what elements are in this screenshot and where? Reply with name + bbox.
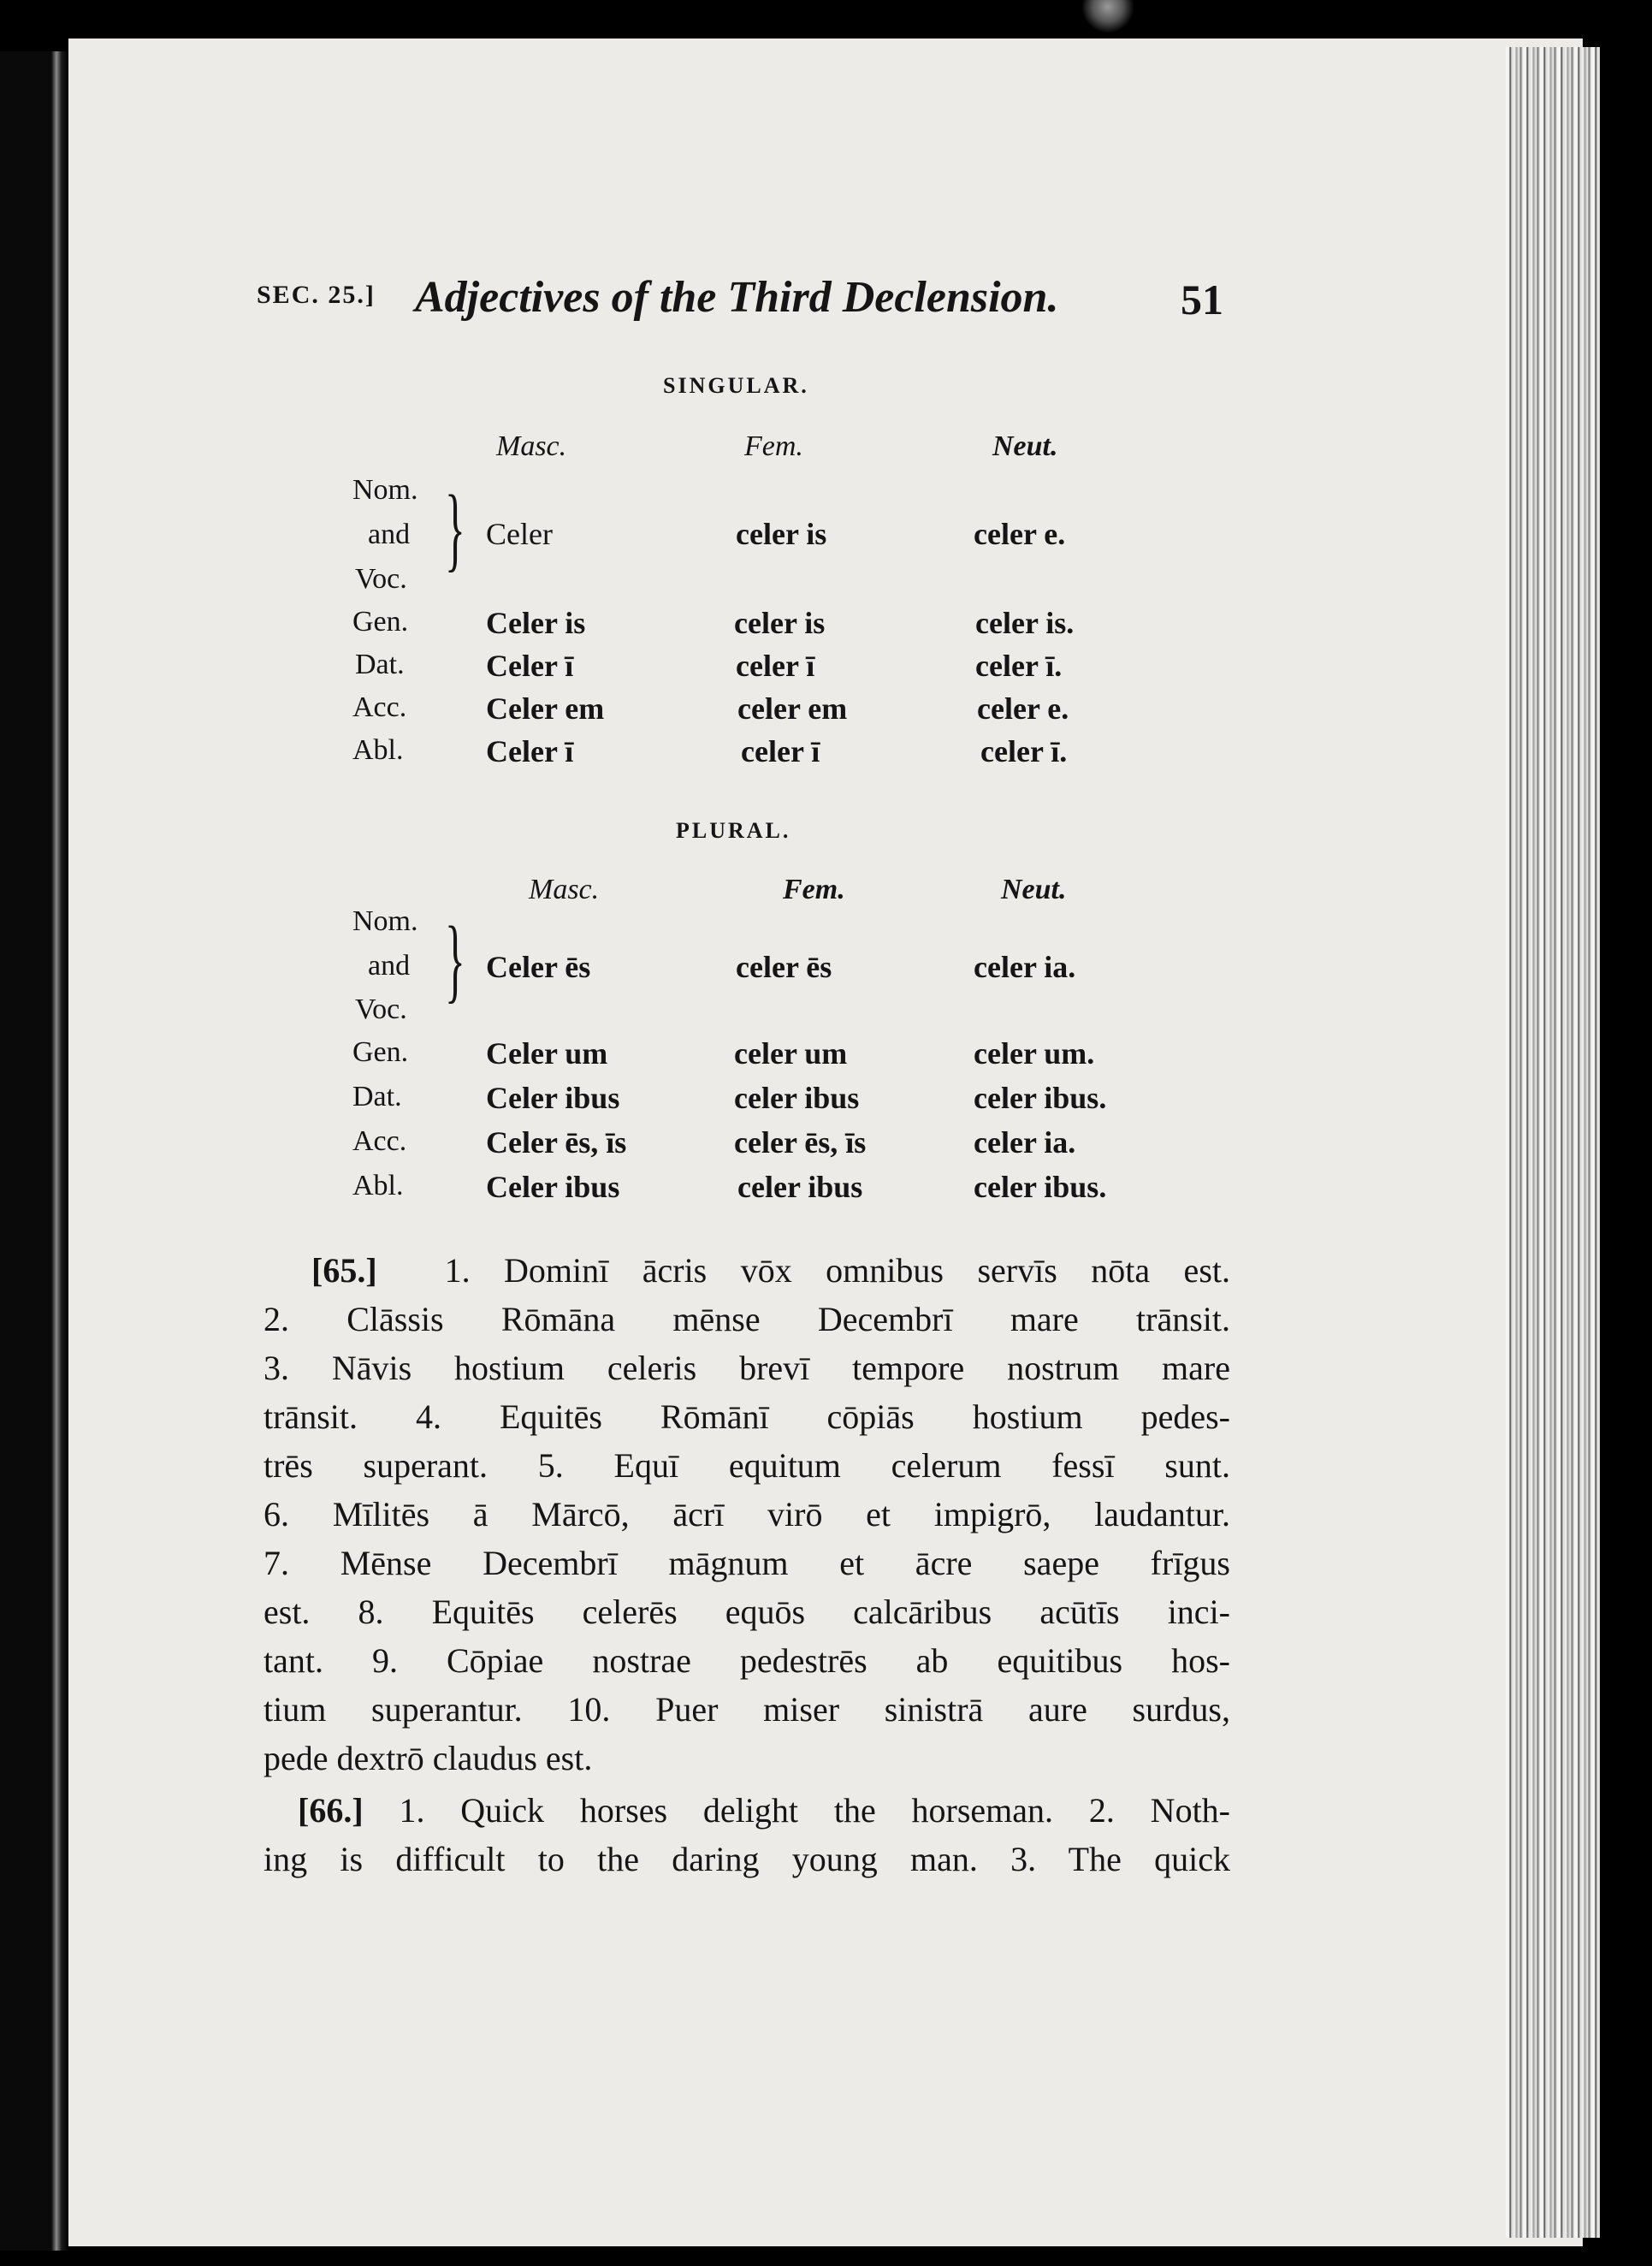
form-neut: celer e. [974, 517, 1066, 551]
case-label: Gen. [352, 1036, 409, 1068]
exercise-line: 3. Nāvis hostium celeris brevī tempore nostrum mare [263, 1349, 1230, 1387]
case-label: Abl. [352, 734, 404, 766]
form-fem: celer ī [736, 649, 815, 683]
case-label: Acc. [352, 691, 407, 723]
case-label: Dat. [352, 1081, 402, 1112]
form-masc: Celer um [486, 1036, 608, 1071]
exercise-number: [66.] [298, 1791, 364, 1830]
exercise-65 [263, 1246, 1230, 1783]
form-masc: Celer em [486, 691, 605, 726]
page-edge-stack [1506, 47, 1600, 2238]
case-label: and [368, 950, 411, 982]
exercise-line: tium superantur. 10. Puer miser sinistrā aure surdus, [263, 1690, 1230, 1729]
form-fem: celer em [737, 691, 848, 726]
form-fem: celer ibus [737, 1170, 863, 1204]
case-label: Voc. [355, 563, 407, 595]
form-fem: celer ibus [734, 1081, 860, 1115]
exercise-line: 2. Clāssis Rōmāna mēnse Decembrī mare trānsit. [263, 1300, 1230, 1338]
book-spine-shadow [0, 51, 68, 2251]
form-fem: celer ēs, īs [734, 1125, 867, 1160]
case-label: and [368, 519, 411, 550]
form-neut: celer e. [977, 691, 1069, 726]
exercise-number: [65.] [311, 1251, 377, 1290]
plural-heading: PLURAL. [676, 818, 791, 843]
page-number: 51 [1181, 276, 1223, 323]
singular-col-masc: Masc. [496, 430, 567, 462]
exercise-66 [263, 1786, 1230, 1883]
form-fem: celer is [736, 517, 827, 551]
case-label: Nom. [352, 905, 418, 937]
form-fem: celer um [734, 1036, 848, 1071]
plural-col-masc: Masc. [529, 874, 600, 905]
form-masc: Celer ī [486, 734, 574, 768]
form-masc: Celer ēs, īs [486, 1125, 627, 1160]
singular-col-neut: Neut. [992, 430, 1058, 462]
singular-heading: SINGULAR. [663, 373, 809, 398]
form-neut: celer ibus. [974, 1081, 1107, 1115]
form-masc: Celer [486, 517, 553, 551]
form-neut: celer ī. [980, 734, 1068, 768]
exercise-line: [65.] 1. Dominī ācris vōx omnibus servīs nōta est. [311, 1251, 1230, 1290]
exercise-line: tant. 9. Cōpiae nostrae pedestrēs ab equitibus hos- [263, 1641, 1230, 1680]
exercise-line: pede dextrō claudus est. [263, 1739, 593, 1777]
plural-col-fem: Fem. [783, 874, 845, 905]
form-masc: Celer ī [486, 649, 574, 683]
brace-glyph: } [445, 476, 465, 580]
singular-col-fem: Fem. [744, 430, 803, 462]
exercise-line: trānsit. 4. Equitēs Rōmānī cōpiās hostium pedes- [263, 1397, 1230, 1436]
form-fem: celer ēs [736, 950, 832, 984]
exercise-line: 6. Mīlitēs ā Mārcō, ācrī virō et impigrō, laudantur. [263, 1495, 1230, 1533]
page-title: Adjectives of the Third Declension. [415, 273, 1059, 322]
section-reference: SEC. 25.] [257, 281, 376, 309]
brace-glyph: } [445, 907, 465, 1011]
case-label: Gen. [352, 606, 409, 638]
form-neut: celer is. [975, 606, 1075, 640]
form-masc: Celer ibus [486, 1170, 620, 1204]
exercise-line: 7. Mēnse Decembrī māgnum et ācre saepe frīgus [263, 1544, 1230, 1582]
form-neut: celer ia. [974, 950, 1076, 984]
form-neut: celer ī. [975, 649, 1063, 683]
case-label: Acc. [352, 1125, 407, 1157]
form-neut: celer ibus. [974, 1170, 1107, 1204]
exercise-line: [66.] 1. Quick horses delight the horseman. 2. Noth- [298, 1791, 1231, 1830]
form-fem: celer is [734, 606, 826, 640]
form-masc: Celer ibus [486, 1081, 620, 1115]
form-masc: Celer ēs [486, 950, 591, 984]
form-neut: celer um. [974, 1036, 1095, 1071]
case-label: Dat. [355, 649, 405, 680]
scan-border [1600, 0, 1652, 2266]
exercise-line: ing is difficult to the daring young man. 3. The quick [263, 1840, 1230, 1878]
case-label: Nom. [352, 474, 418, 506]
scan-artifact [1082, 0, 1134, 34]
exercise-line: trēs superant. 5. Equī equitum celerum fessī sunt. [263, 1446, 1230, 1485]
plural-col-neut: Neut. [1001, 874, 1067, 905]
form-masc: Celer is [486, 606, 586, 640]
case-label: Voc. [355, 994, 407, 1025]
form-neut: celer ia. [974, 1125, 1076, 1160]
exercise-line: est. 8. Equitēs celerēs equōs calcāribus acūtīs inci- [263, 1593, 1230, 1631]
case-label: Abl. [352, 1170, 404, 1201]
form-fem: celer ī [741, 734, 820, 768]
